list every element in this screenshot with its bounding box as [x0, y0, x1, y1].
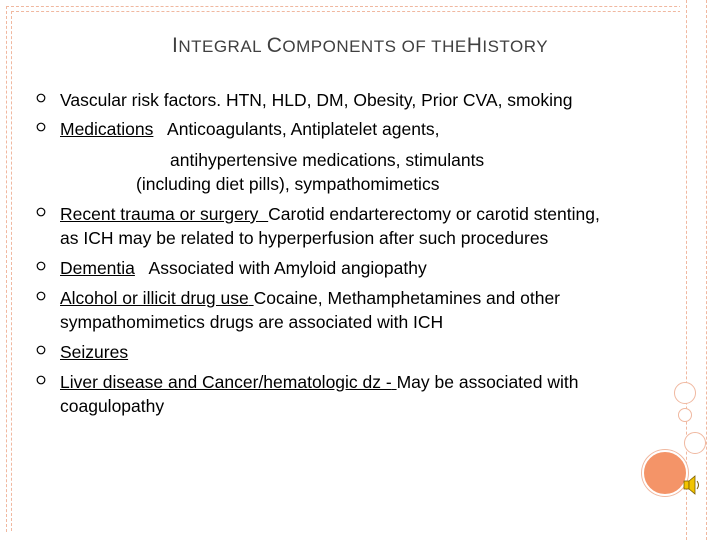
decorative-circle [684, 432, 706, 454]
bullet-text: Associated with Amyloid angiopathy [148, 258, 427, 278]
bullet-text: Carotid endarterectomy or carotid stenting, [268, 204, 600, 224]
bullet-text: Vascular risk factors. HTN, HLD, DM, Obesity, Prior CVA, smoking [60, 90, 573, 110]
bullet-ring-icon [36, 93, 46, 103]
bullet-ring-icon [36, 261, 46, 271]
page-title: INTEGRAL COMPONENTS OF THEHISTORY [171, 34, 549, 57]
list-item [60, 256, 690, 280]
bullet-continuation: antihypertensive medications, stimulants [170, 150, 485, 170]
bullet-continuation: as ICH may be related to hyperperfusion after such procedures [60, 228, 549, 248]
bullet-continuation: sympathomimetics drugs are associated with ICH [60, 312, 444, 332]
bullet-heading: Seizures [60, 342, 129, 362]
list-item [60, 117, 690, 196]
list-item [60, 370, 690, 418]
bullet-ring-icon [36, 345, 46, 355]
bullet-text: Cocaine, Methamphetamines and other [253, 288, 561, 308]
bullet-ring-icon [36, 122, 46, 132]
bullet-continuation: coagulopathy [60, 396, 165, 416]
speaker-icon[interactable] [682, 474, 702, 496]
bullet-text: Anticoagulants, Antiplatelet agents, [167, 119, 440, 139]
bullet-heading: Recent trauma or surgery [60, 204, 259, 224]
bullet-ring-icon [36, 207, 46, 217]
bullet-continuation: (including diet pills), sympathomimetics [136, 174, 440, 194]
decorative-line [706, 0, 708, 540]
bullet-text: May be associated with [396, 372, 579, 392]
list-item [60, 88, 690, 112]
bullet-heading: Medications [60, 119, 154, 139]
list-item [60, 286, 690, 334]
bullet-heading: Dementia [60, 258, 135, 278]
bullet-heading: Liver disease and Cancer/hematologic dz - [60, 372, 392, 392]
list-item [60, 340, 690, 364]
bullet-list [60, 88, 690, 418]
bullet-heading: Alcohol or illicit drug use [60, 288, 249, 308]
list-item [60, 202, 690, 250]
bullet-ring-icon [36, 291, 46, 301]
bullet-ring-icon [36, 375, 46, 385]
